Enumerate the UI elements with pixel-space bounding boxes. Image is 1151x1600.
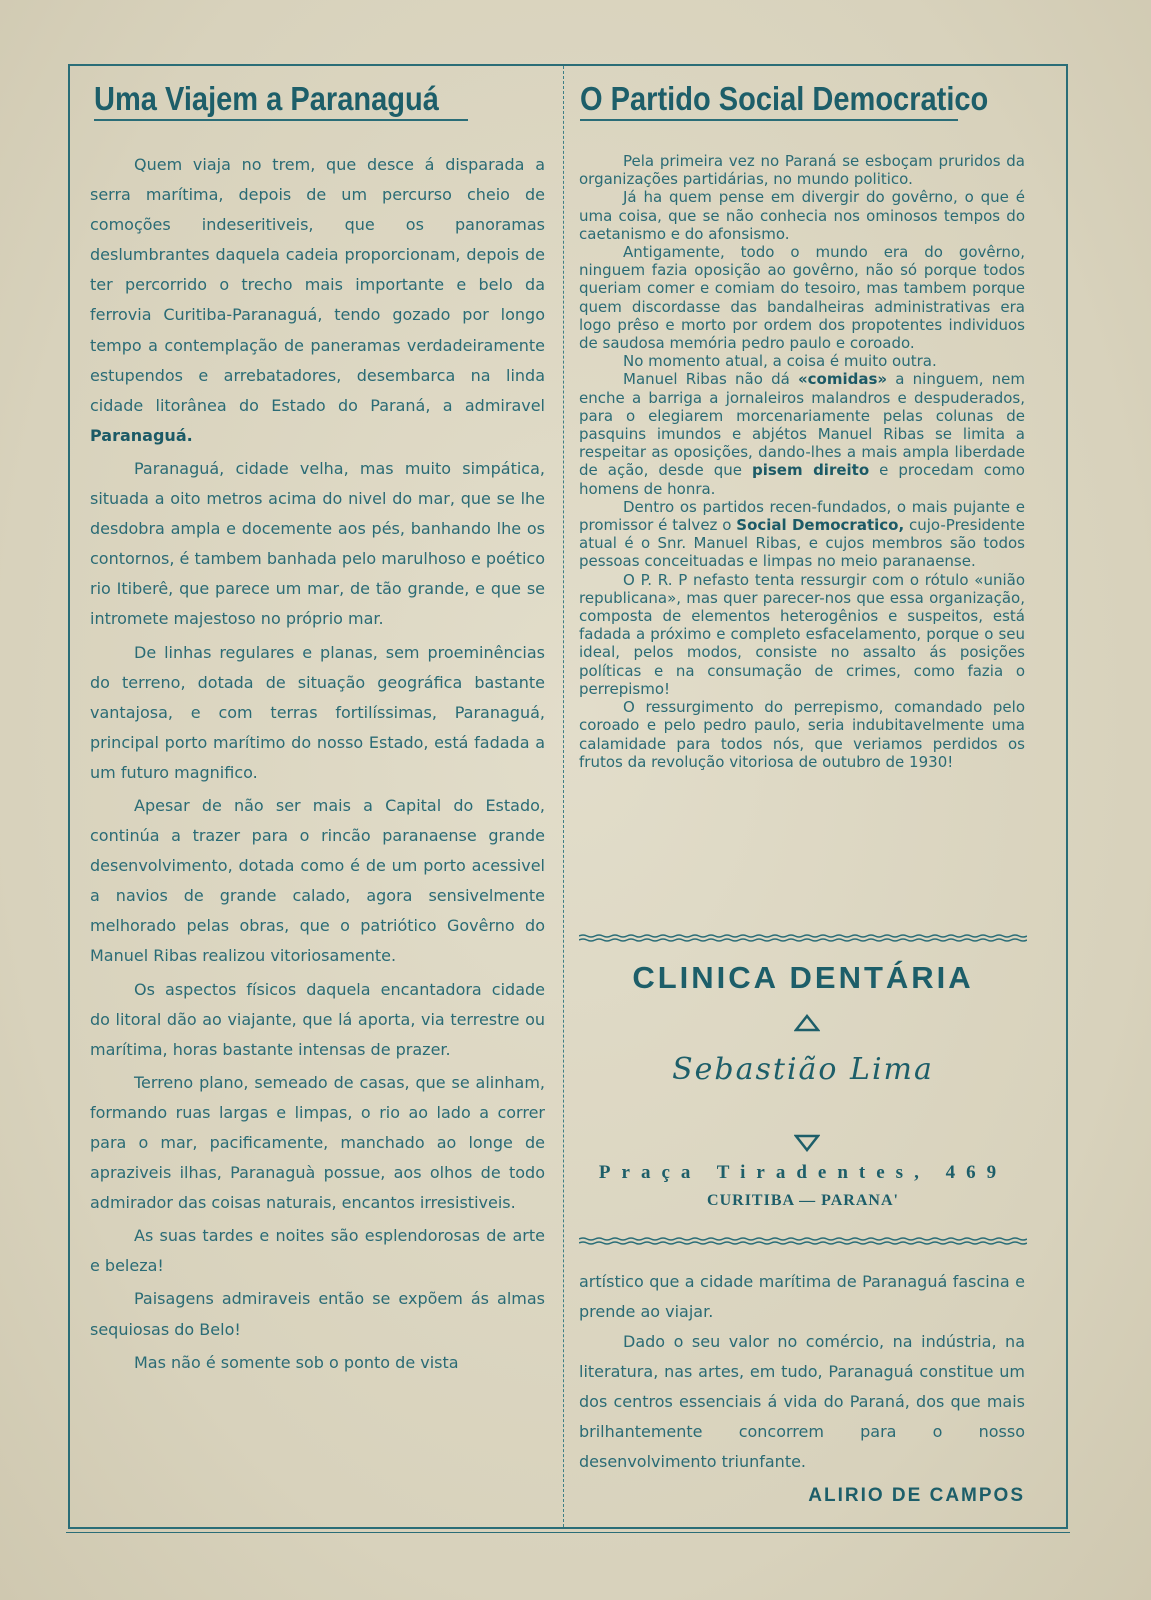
ad-title: CLINICA DENTÁRIA — [632, 960, 974, 995]
continuation-paragraph: artístico que a cidade marítima de Paranaguá fascina e prende ao viajar. — [579, 1272, 1025, 1321]
right-article-title: O Partido Social Democratico — [580, 80, 989, 117]
left-paragraph: De linhas regulares e planas, sem proeminências do terreno, dotada de situação geográfica bastante vantajosa, e com terras fortilíssimas, Paranaguá, principal porto marítimo do nosso Estado, está fadada a um futuro magnifico. — [90, 642, 545, 782]
left-paragraph: Terreno plano, semeado de casas, que se alinham, formando ruas largas e limpas, o rio ao lado a correr para o mar, pacificamente, manchado ao longe de apraziveis ilhas, Paranaguà possue, aos olhos de todo admirador das coisas naturais, encantos irresistiveis. — [90, 1072, 545, 1213]
right-paragraph: Antigamente, todo o mundo era do govêrno, ninguem fazia oposição ao govêrno, não só porque todos queriam comer e comiam do tesoiro, mas tambem porque quem discordasse das bandalheiras administrativas era logo prêso e morto por ordem dos propotentes individuos de saudosa memória pedro paulo e coroado. — [579, 243, 1025, 353]
author-signature: ALIRIO DE CAMPOS — [808, 1485, 1025, 1506]
triangle-down-icon — [794, 1134, 820, 1152]
right-article-body — [579, 152, 1025, 771]
left-paragraph: As suas tardes e noites são esplendorosas de arte e beleza! — [90, 1226, 545, 1276]
bold-city-name: Paranaguá. — [90, 425, 193, 445]
continuation-paragraph: Dado o seu valor no comércio, na indústria, na literatura, nas artes, em tudo, Paranaguá constitue um dos centros essenciais á vida do Paraná, dos que mais brilhantemente concorrem para o nosso desenvolvimento triunfante. — [579, 1332, 1025, 1471]
right-paragraph: Dentro os partidos recen-fundados, o mais pujante e promissor é talvez o Social Democratico, cujo-Presidente atual é o Snr. Manuel Ribas, e cujos membros são todos pessoas conceituadas e limpas no meio paranaense. — [579, 497, 1025, 571]
ad-address: Praça Tiradentes, 469 — [598, 1162, 1008, 1183]
right-title-underline — [580, 119, 958, 121]
left-paragraph: Paranaguá, cidade velha, mas muito simpática, situada a oito metros acima do nivel do mar, que se lhe desdobra ampla e docemente aos pés, banhando lhe os contornos, é tambem banhada pelo marulhoso e poético rio Itiberê, que parece um mar, de tão grande, e que se intromete majestoso no próprio mar. — [90, 458, 545, 629]
right-paragraph: O P. R. P nefasto tenta ressurgir com o rótulo «união republicana», mas quer parecer-nos que essa organização, composta de elementos heterogênios e suspeitos, está fadada a próximo e completo esfacelamento, porque o seu ideal, pelos modos, consiste no assalto ás posições políticas e na consumação de crimes, como fazia o perrepismo! — [579, 570, 1025, 698]
left-paragraph: Apesar de não ser mais a Capital do Estado, continúa a trazer para o rincão paranaense grande desenvolvimento, dotada como é de um porto acessivel a navios de grande calado, agora sensivelmente melhorado pelas obras, que o patriótico Govêrno do Manuel Ribas realizou vitoriosamente. — [90, 795, 545, 966]
wavy-rule-top — [579, 934, 1027, 942]
page-border-bottom-line — [66, 1532, 1070, 1533]
wavy-rule-bottom — [579, 1237, 1027, 1245]
left-paragraph: Mas não é somente sob o ponto de vista — [134, 1352, 459, 1372]
left-paragraph: Quem viaja no trem, que desce á disparada a serra marítima, depois de um percurso cheio de comoções indeseritiveis, que os panoramas deslumbrantes daquela cadeia proporcionam, depois de ter percorrido o trecho mais importante e belo da ferrovia Curitiba-Paranaguá, tendo gozado por longo tempo a contemplação de paneramas verdadeiramente estupendos e arrebatadores, desembarca na linda cidade litorânea do Estado do Paraná, a admiravel Paranaguá. — [90, 155, 545, 445]
ad-city: CURITIBA — PARANA' — [707, 1192, 899, 1209]
right-paragraph: No momento atual, a coisa é muito outra. — [623, 352, 937, 371]
left-paragraph: Os aspectos físicos daquela encantadora cidade do litoral dão ao viajante, que lá aporta, via terrestre ou marítima, horas bastante intensas de prazer. — [90, 979, 545, 1059]
right-paragraph: Já ha quem pense em divergir do govêrno, o que é uma coisa, que se não conhecia nos ominosos tempos do caetanismo e do afonsismo. — [579, 188, 1025, 243]
right-paragraph: Pela primeira vez no Paraná se esboçam pruridos da organizações partidárias, no mundo politico. — [579, 152, 1025, 189]
ad-dentist-name: Sebastião Lima — [672, 1052, 934, 1087]
left-title-underline — [94, 119, 468, 121]
left-paragraph: Paisagens admiraveis então se expõem ás almas sequiosas do Belo! — [90, 1289, 545, 1339]
left-article-continuation — [579, 1267, 1025, 1477]
left-article-body — [90, 150, 545, 1381]
right-paragraph: O ressurgimento do perrepismo, comandado pelo coroado e pelo pedro paulo, seria indubitavelmente uma calamidade para todos nós, que veriamos perdidos os frutos da revolução vitoriosa de outubro de 1930! — [579, 698, 1025, 771]
column-divider — [563, 66, 564, 1527]
triangle-up-icon — [794, 1014, 820, 1032]
right-paragraph: Manuel Ribas não dá «comidas» a ninguem, nem enche a barriga a jornaleiros malandros e despuderados, para o elegiarem morcenariamente pelas colunas de pasquins imundos e abjétos Manuel Ribas se limita a respeitar as oposições, dando-lhes a mais ampla liberdade de ação, desde que pisem direito e procedam como homens de honra. — [579, 370, 1025, 498]
left-article-title: Uma Viajem a Paranaguá — [94, 80, 439, 117]
